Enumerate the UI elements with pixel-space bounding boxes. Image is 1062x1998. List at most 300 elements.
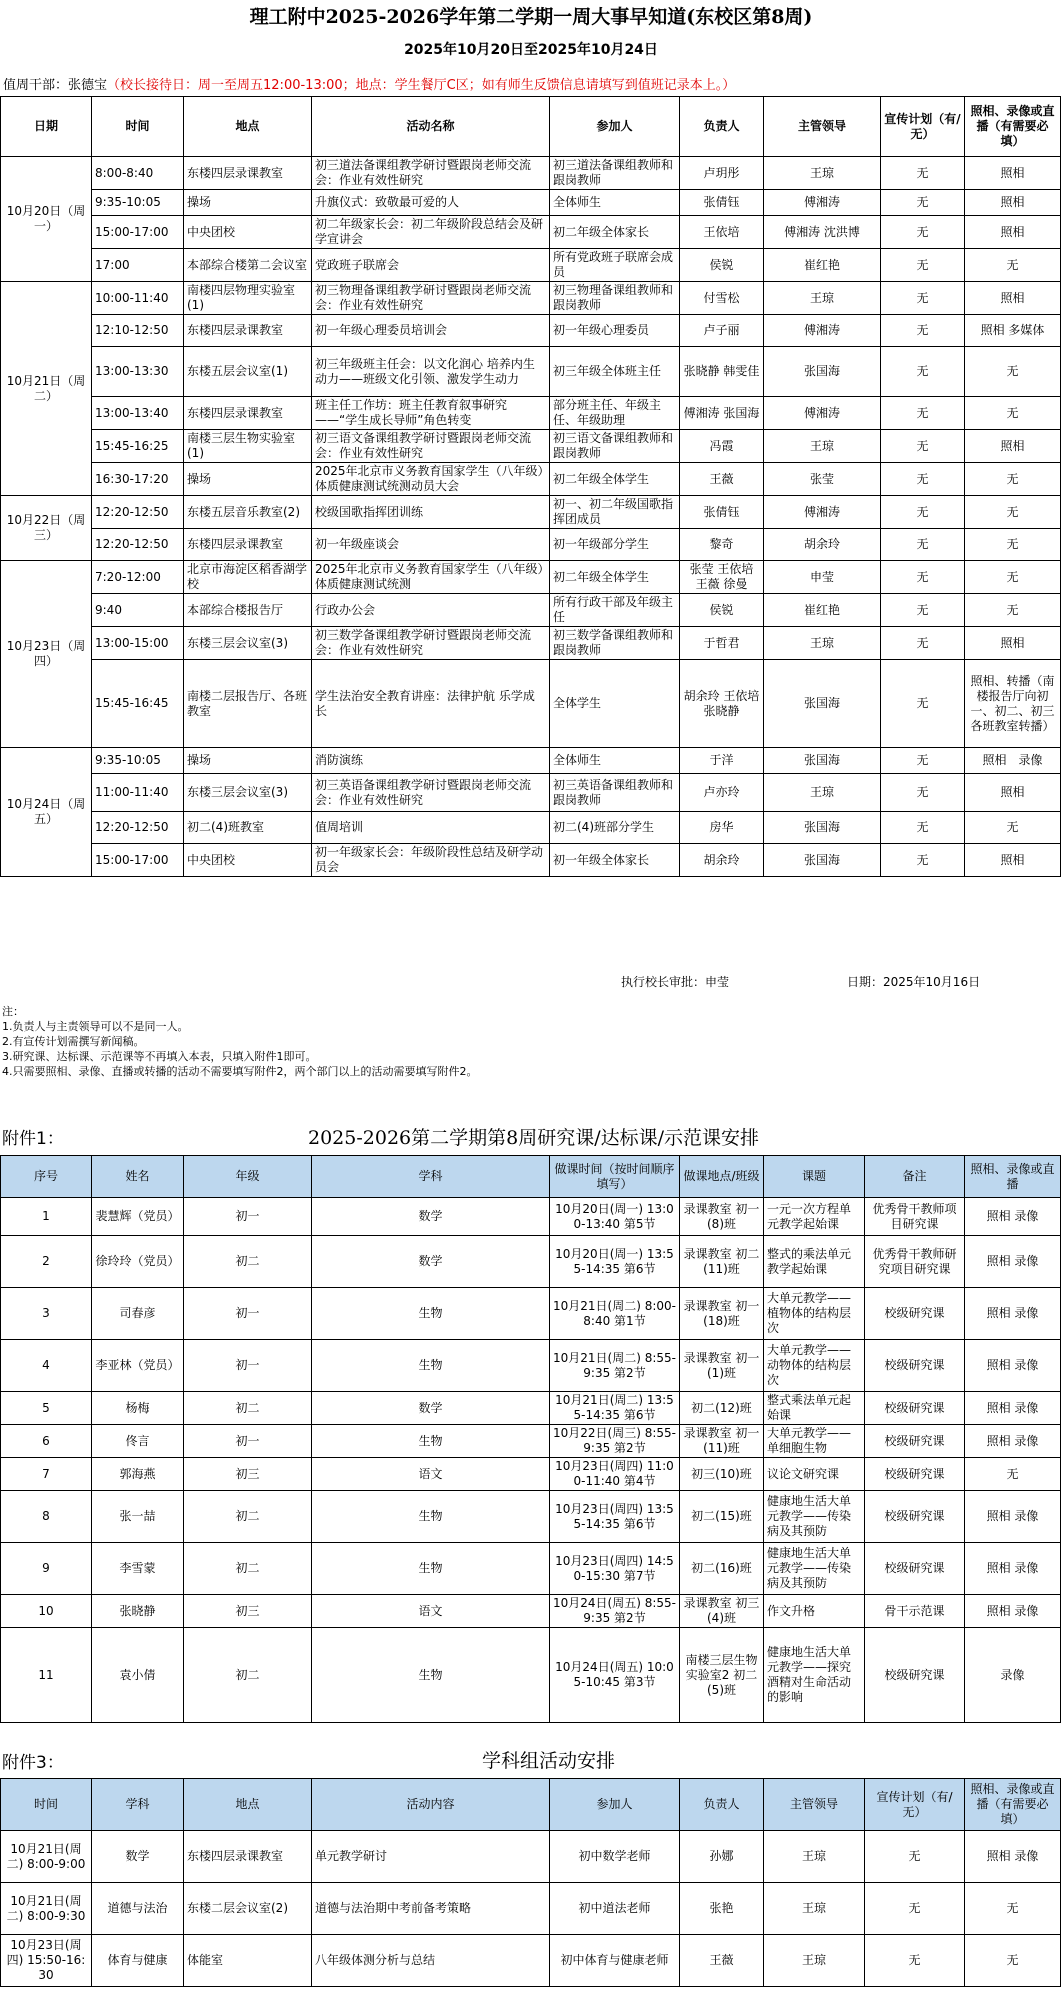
attachment3-title: 学科组活动安排	[482, 1750, 616, 1772]
table-cell: 单元教学研讨	[312, 1831, 550, 1883]
table-cell: 优秀骨干教师项目研究课	[865, 1198, 965, 1236]
table-cell: 初中数学老师	[550, 1831, 680, 1883]
table-cell: 整式的乘法单元教学起始课	[764, 1236, 865, 1288]
table-cell: 初一	[184, 1198, 312, 1236]
table-cell: 初三道法备课组教师和跟岗教师	[550, 157, 680, 190]
table-cell: 照相	[965, 844, 1061, 877]
table-cell: 数学	[92, 1831, 184, 1883]
column-header: 序号	[1, 1156, 92, 1198]
table-row	[1, 496, 1061, 529]
table-cell: 体育与健康	[92, 1935, 184, 1987]
duty-note: （校长接待日：周一至周五12:00-13:00；地点：学生餐厅C区；如有师生反馈信息请填写到值班记录本上。）	[107, 78, 736, 93]
weekly-schedule-table	[0, 96, 1061, 877]
table-cell: 本部综合楼第二会议室	[184, 249, 312, 282]
table-cell: 无	[881, 397, 965, 430]
table-cell: 张晓静	[92, 1595, 184, 1628]
table-cell: 10月21日(周二) 8:00-8:40 第1节	[550, 1288, 680, 1340]
table-cell: 初一年级心理委员	[550, 315, 680, 347]
table-cell: 初二年级全体学生	[550, 463, 680, 496]
table-cell: 无	[881, 594, 965, 627]
table-cell: 王琼	[764, 774, 881, 812]
table-cell: 东楼四层录课教室	[184, 315, 312, 347]
column-header: 做课地点/班级	[680, 1156, 764, 1198]
table-cell: 初中道法老师	[550, 1883, 680, 1935]
attachment3-table	[0, 1778, 1061, 1987]
table-cell: 录课教室 初二(11)班	[680, 1236, 764, 1288]
table-cell: 数学	[312, 1392, 550, 1425]
table-cell: 北京市海淀区稻香湖学校	[184, 561, 312, 594]
table-cell: 照相 录像	[965, 1198, 1061, 1236]
table-cell: 胡余玲	[680, 844, 764, 877]
table-cell: 王薇	[680, 463, 764, 496]
table-cell: 初三英语备课组教师和跟岗教师	[550, 774, 680, 812]
table-cell: 初二	[184, 1392, 312, 1425]
table-cell: 张国海	[764, 660, 881, 748]
table-cell: 所有党政班子联席会成员	[550, 249, 680, 282]
table-cell: 王琼	[764, 430, 881, 463]
table-cell: 部分班主任、年级主任、年级助理	[550, 397, 680, 430]
table-cell: 无	[965, 249, 1061, 282]
table-cell: 无	[865, 1883, 965, 1935]
table-cell: 照相	[965, 774, 1061, 812]
table-cell: 初三年级全体班主任	[550, 347, 680, 397]
table-row	[1, 1340, 1061, 1392]
table-cell: 无	[865, 1935, 965, 1987]
table-cell: 13:00-13:30	[92, 347, 184, 397]
table-cell: 初二(15)班	[680, 1491, 764, 1543]
table-cell: 张艳	[680, 1883, 764, 1935]
table-cell: 生物	[312, 1628, 550, 1723]
table-cell: 无	[965, 1935, 1061, 1987]
table-cell: 健康地生活大单元教学——传染病及其预防	[764, 1543, 865, 1595]
date-range: 2025年10月20日至2025年10月24日	[404, 42, 658, 58]
table-row	[1, 1392, 1061, 1425]
table-cell: 照相 录像	[965, 748, 1061, 774]
table-cell: 15:00-17:00	[92, 844, 184, 877]
column-header: 地点	[184, 97, 312, 157]
table-cell: 初一	[184, 1288, 312, 1340]
table-cell: 全体师生	[550, 190, 680, 216]
column-header: 参加人	[550, 1779, 680, 1831]
table-row	[1, 1198, 1061, 1236]
table-cell: 校级研究课	[865, 1288, 965, 1340]
table-cell: 校级研究课	[865, 1458, 965, 1491]
table-cell: 2025年北京市义务教育国家学生（八年级）体质健康测试统测动员大会	[312, 463, 550, 496]
table-cell: 照相	[965, 157, 1061, 190]
table-cell: 王琼	[764, 627, 881, 660]
table-cell: 东楼三层会议室(3)	[184, 627, 312, 660]
table-cell: 王依培	[680, 216, 764, 249]
table-cell: 申莹	[764, 561, 881, 594]
table-cell: 生物	[312, 1288, 550, 1340]
table-cell: 无	[965, 1883, 1061, 1935]
table-cell: 张倩钰	[680, 496, 764, 529]
table-cell: 录课教室 初一(8)班	[680, 1198, 764, 1236]
table-cell: 照相 录像	[965, 1236, 1061, 1288]
attachment1-table	[0, 1155, 1061, 1723]
table-cell: 消防演练	[312, 748, 550, 774]
table-cell: 9:35-10:05	[92, 748, 184, 774]
table-cell: 12:20-12:50	[92, 496, 184, 529]
column-header: 日期	[1, 97, 92, 157]
column-header: 主管领导	[764, 97, 881, 157]
table-cell: 东楼四层录课教室	[184, 397, 312, 430]
table-cell: 崔红艳	[764, 249, 881, 282]
table-cell: 大单元教学——植物体的结构层次	[764, 1288, 865, 1340]
table-cell: 傅湘涛	[764, 190, 881, 216]
table-cell: 10月21日(周二) 8:00-9:30	[1, 1883, 92, 1935]
table-row	[1, 627, 1061, 660]
table-cell: 初二年级全体家长	[550, 216, 680, 249]
table-cell: 初二	[184, 1543, 312, 1595]
table-cell: 张莹	[764, 463, 881, 496]
table-cell: 南楼三层生物实验室2 初二(5)班	[680, 1628, 764, 1723]
column-header: 地点	[184, 1779, 312, 1831]
table-cell: 升旗仪式：致敬最可爱的人	[312, 190, 550, 216]
table-cell: 校级研究课	[865, 1425, 965, 1458]
date-cell: 10月23日（周四）	[1, 561, 92, 748]
table-cell: 所有行政干部及年级主任	[550, 594, 680, 627]
table-cell: 无	[881, 315, 965, 347]
table-cell: 初三英语备课组教学研讨暨跟岗老师交流会：作业有效性研究	[312, 774, 550, 812]
table-cell: 卢亦玲	[680, 774, 764, 812]
table-cell: 初二	[184, 1491, 312, 1543]
table-cell: 初一	[184, 1340, 312, 1392]
table-cell: 东楼二层会议室(2)	[184, 1883, 312, 1935]
table-cell: 王琼	[764, 1883, 865, 1935]
table-cell: 初三物理备课组教师和跟岗教师	[550, 282, 680, 315]
table-cell: 校级研究课	[865, 1392, 965, 1425]
table-cell: 南楼二层报告厅、各班教室	[184, 660, 312, 748]
column-header: 活动名称	[312, 97, 550, 157]
column-header: 照相、录像或直播	[965, 1156, 1061, 1198]
table-cell: 6	[1, 1425, 92, 1458]
table-cell: 冯霞	[680, 430, 764, 463]
approval-date: 日期：2025年10月16日	[847, 975, 981, 989]
table-cell: 初三(10)班	[680, 1458, 764, 1491]
table-cell: 8	[1, 1491, 92, 1543]
table-row	[1, 190, 1061, 216]
table-cell: 无	[965, 397, 1061, 430]
table-cell: 无	[881, 249, 965, 282]
table-cell: 初三数学备课组教学研讨暨跟岗老师交流会：作业有效性研究	[312, 627, 550, 660]
table-cell: 17:00	[92, 249, 184, 282]
table-cell: 13:00-15:00	[92, 627, 184, 660]
table-cell: 无	[881, 157, 965, 190]
table-cell: 初二	[184, 1628, 312, 1723]
table-cell: 10月20日(周一) 13:00-13:40 第5节	[550, 1198, 680, 1236]
table-cell: 初一	[184, 1425, 312, 1458]
column-header: 年级	[184, 1156, 312, 1198]
table-cell: 道德与法治	[92, 1883, 184, 1935]
table-cell: 无	[865, 1831, 965, 1883]
date-cell: 10月21日（周二）	[1, 282, 92, 496]
table-cell: 张国海	[764, 347, 881, 397]
table-cell: 作文升格	[764, 1595, 865, 1628]
table-row	[1, 1831, 1061, 1883]
note-line: 注：	[2, 1005, 24, 1018]
table-cell: 照相	[965, 430, 1061, 463]
table-cell: 中央团校	[184, 216, 312, 249]
table-cell: 初二(12)班	[680, 1392, 764, 1425]
table-cell: 照相 录像	[965, 1340, 1061, 1392]
table-cell: 11	[1, 1628, 92, 1723]
table-cell: 王琼	[764, 1935, 865, 1987]
table-cell: 11:00-11:40	[92, 774, 184, 812]
table-cell: 照相	[965, 190, 1061, 216]
table-cell: 全体师生	[550, 748, 680, 774]
table-cell: 无	[965, 496, 1061, 529]
table-cell: 9:35-10:05	[92, 190, 184, 216]
table-cell: 无	[881, 347, 965, 397]
column-header: 宣传计划（有/无）	[881, 97, 965, 157]
table-row	[1, 282, 1061, 315]
table-cell: 王琼	[764, 282, 881, 315]
table-cell: 初三物理备课组教学研讨暨跟岗老师交流会：作业有效性研究	[312, 282, 550, 315]
table-cell: 初一年级部分学生	[550, 529, 680, 561]
table-row	[1, 1425, 1061, 1458]
table-cell: 付雪松	[680, 282, 764, 315]
table-cell: 照相、转播（南楼报告厅向初一、初二、初三各班教室转播）	[965, 660, 1061, 748]
table-cell: 4	[1, 1340, 92, 1392]
table-cell: 傅湘涛 沈洪博	[764, 216, 881, 249]
table-cell: 学生法治安全教育讲座：法律护航 乐学成长	[312, 660, 550, 748]
table-cell: 黎奇	[680, 529, 764, 561]
table-cell: 录课教室 初一(18)班	[680, 1288, 764, 1340]
table-cell: 无	[881, 812, 965, 844]
table-cell: 初二(4)班部分学生	[550, 812, 680, 844]
table-row	[1, 1288, 1061, 1340]
table-cell: 10:00-11:40	[92, 282, 184, 315]
table-row	[1, 157, 1061, 190]
table-cell: 录课教室 初一(11)班	[680, 1425, 764, 1458]
note-line: 4.只需要照相、录像、直播或转播的活动不需要填写附件2，两个部门以上的活动需要填写附件2。	[2, 1065, 478, 1078]
table-cell: 东楼三层会议室(3)	[184, 774, 312, 812]
table-cell: 无	[965, 529, 1061, 561]
table-cell: 2025年北京市义务教育国家学生（八年级）体质健康测试统测	[312, 561, 550, 594]
table-cell: 录像	[965, 1628, 1061, 1723]
table-cell: 校级研究课	[865, 1340, 965, 1392]
table-cell: 徐玲玲（党员）	[92, 1236, 184, 1288]
table-cell: 李雪蒙	[92, 1543, 184, 1595]
approval-signature: 执行校长审批：申莹	[621, 975, 730, 989]
table-cell: 15:45-16:45	[92, 660, 184, 748]
table-cell: 照相 录像	[965, 1543, 1061, 1595]
table-cell: 傅湘涛	[764, 315, 881, 347]
column-header: 照相、录像或直播（有需要必填）	[965, 1779, 1061, 1831]
table-row	[1, 529, 1061, 561]
column-header: 主管领导	[764, 1779, 865, 1831]
table-row	[1, 812, 1061, 844]
table-cell: 无	[881, 627, 965, 660]
table-cell: 10月21日(周二) 13:55-14:35 第6节	[550, 1392, 680, 1425]
table-cell: 傅湘涛	[764, 397, 881, 430]
table-cell: 无	[965, 347, 1061, 397]
table-cell: 7	[1, 1458, 92, 1491]
column-header: 活动内容	[312, 1779, 550, 1831]
table-cell: 生物	[312, 1491, 550, 1543]
table-cell: 袁小倩	[92, 1628, 184, 1723]
table-cell: 录课教室 初三(4)班	[680, 1595, 764, 1628]
table-cell: 张国海	[764, 812, 881, 844]
table-cell: 9	[1, 1543, 92, 1595]
table-cell: 无	[965, 1458, 1061, 1491]
table-cell: 骨干示范课	[865, 1595, 965, 1628]
table-cell: 照相 录像	[965, 1288, 1061, 1340]
table-cell: 10月21日(周二) 8:00-9:00	[1, 1831, 92, 1883]
table-cell: 无	[881, 430, 965, 463]
table-cell: 裴慧辉（党员）	[92, 1198, 184, 1236]
table-cell: 无	[965, 594, 1061, 627]
table-cell: 张国海	[764, 844, 881, 877]
table-cell: 照相 录像	[965, 1425, 1061, 1458]
table-cell: 体能室	[184, 1935, 312, 1987]
table-cell: 东楼五层会议室(1)	[184, 347, 312, 397]
table-cell: 生物	[312, 1425, 550, 1458]
table-row	[1, 1883, 1061, 1935]
table-cell: 初三语文备课组教师和跟岗教师	[550, 430, 680, 463]
table-cell: 校级研究课	[865, 1543, 965, 1595]
table-cell: 侯锐	[680, 249, 764, 282]
table-cell: 班主任工作坊：班主任教育叙事研究——“学生成长导师”角色转变	[312, 397, 550, 430]
table-cell: 10月23日(周四) 14:50-15:30 第7节	[550, 1543, 680, 1595]
table-row	[1, 430, 1061, 463]
table-cell: 无	[965, 812, 1061, 844]
table-cell: 语文	[312, 1595, 550, 1628]
table-cell: 无	[881, 748, 965, 774]
table-row	[1, 1458, 1061, 1491]
table-cell: 整式乘法单元起始课	[764, 1392, 865, 1425]
table-row	[1, 774, 1061, 812]
table-cell: 10	[1, 1595, 92, 1628]
table-cell: 生物	[312, 1340, 550, 1392]
table-cell: 初一年级座谈会	[312, 529, 550, 561]
table-cell: 无	[881, 561, 965, 594]
table-row	[1, 249, 1061, 282]
table-cell: 数学	[312, 1236, 550, 1288]
table-row	[1, 397, 1061, 430]
column-header: 姓名	[92, 1156, 184, 1198]
table-cell: 党政班子联席会	[312, 249, 550, 282]
table-cell: 无	[881, 774, 965, 812]
duty-line	[0, 76, 1062, 96]
table-cell: 初三数学备课组教师和跟岗教师	[550, 627, 680, 660]
table-row	[1, 1543, 1061, 1595]
table-cell: 初二年级家长会：初二年级阶段总结会及研学宣讲会	[312, 216, 550, 249]
table-cell: 胡余玲 王依培 张晓静	[680, 660, 764, 748]
table-cell: 无	[881, 660, 965, 748]
table-cell: 崔红艳	[764, 594, 881, 627]
column-header: 学科	[92, 1779, 184, 1831]
table-cell: 照相 多媒体	[965, 315, 1061, 347]
table-cell: 张倩钰	[680, 190, 764, 216]
table-cell: 张国海	[764, 748, 881, 774]
table-cell: 值周培训	[312, 812, 550, 844]
table-cell: 本部综合楼报告厅	[184, 594, 312, 627]
table-cell: 初二年级全体学生	[550, 561, 680, 594]
table-cell: 卢玥彤	[680, 157, 764, 190]
table-cell: 孙娜	[680, 1831, 764, 1883]
table-cell: 道德与法治期中考前备考策略	[312, 1883, 550, 1935]
table-cell: 东楼四层录课教室	[184, 529, 312, 561]
table-cell: 张晓静 韩雯佳	[680, 347, 764, 397]
column-header: 备注	[865, 1156, 965, 1198]
column-header: 时间	[92, 97, 184, 157]
table-cell: 照相 录像	[965, 1595, 1061, 1628]
table-cell: 卢子丽	[680, 315, 764, 347]
table-cell: 照相 录像	[965, 1491, 1061, 1543]
table-cell: 校级研究课	[865, 1628, 965, 1723]
table-cell: 无	[965, 561, 1061, 594]
table-cell: 操场	[184, 748, 312, 774]
table-cell: 王薇	[680, 1935, 764, 1987]
table-cell: 15:45-16:25	[92, 430, 184, 463]
table-cell: 初二(16)班	[680, 1543, 764, 1595]
table-cell: 无	[881, 529, 965, 561]
table-cell: 郭海燕	[92, 1458, 184, 1491]
table-cell: 初一、初二年级国歌指挥团成员	[550, 496, 680, 529]
table-row	[1, 315, 1061, 347]
column-header: 时间	[1, 1779, 92, 1831]
table-cell: 10月23日(周四) 15:50-16:30	[1, 1935, 92, 1987]
table-cell: 校级国歌指挥团训练	[312, 496, 550, 529]
table-cell: 校级研究课	[865, 1491, 965, 1543]
table-cell: 无	[881, 282, 965, 315]
table-row	[1, 660, 1061, 748]
table-cell: 房华	[680, 812, 764, 844]
table-cell: 无	[965, 463, 1061, 496]
table-cell: 照相 录像	[965, 1392, 1061, 1425]
page-title: 理工附中2025-2026学年第二学期一周大事早知道(东校区第8周)	[249, 6, 813, 28]
column-header: 负责人	[680, 1779, 764, 1831]
table-cell: 全体学生	[550, 660, 680, 748]
table-cell: 初三年级班主任会：以文化润心 培养内生动力——班级文化引领、激发学生动力	[312, 347, 550, 397]
table-cell: 照相 录像	[965, 1831, 1061, 1883]
table-cell: 行政办公会	[312, 594, 550, 627]
table-cell: 佟言	[92, 1425, 184, 1458]
date-cell: 10月22日（周三）	[1, 496, 92, 561]
table-row	[1, 347, 1061, 397]
table-row	[1, 1595, 1061, 1628]
table-cell: 15:00-17:00	[92, 216, 184, 249]
table-cell: 李亚林（党员）	[92, 1340, 184, 1392]
table-cell: 照相	[965, 627, 1061, 660]
table-cell: 健康地生活大单元教学——传染病及其预防	[764, 1491, 865, 1543]
column-header: 做课时间（按时间顺序填写）	[550, 1156, 680, 1198]
table-cell: 王琼	[764, 157, 881, 190]
table-row	[1, 844, 1061, 877]
table-cell: 东楼四层录课教室	[184, 1831, 312, 1883]
table-cell: 初三语文备课组教学研讨暨跟岗老师交流会：作业有效性研究	[312, 430, 550, 463]
duty-officer: 值周干部：张德宝	[3, 78, 108, 93]
table-cell: 操场	[184, 190, 312, 216]
table-cell: 10月22日(周三) 8:55-9:35 第2节	[550, 1425, 680, 1458]
table-row	[1, 1491, 1061, 1543]
attachment1-title: 2025-2026第二学期第8周研究课/达标课/示范课安排	[308, 1127, 760, 1149]
table-cell: 生物	[312, 1543, 550, 1595]
table-cell: 初二(4)班教室	[184, 812, 312, 844]
column-header: 宣传计划（有/无）	[865, 1779, 965, 1831]
table-cell: 8:00-8:40	[92, 157, 184, 190]
table-cell: 大单元教学——单细胞生物	[764, 1425, 865, 1458]
column-header: 课题	[764, 1156, 865, 1198]
table-cell: 9:40	[92, 594, 184, 627]
table-cell: 12:10-12:50	[92, 315, 184, 347]
table-cell: 健康地生活大单元教学——探究酒精对生命活动的影响	[764, 1628, 865, 1723]
table-cell: 初三	[184, 1458, 312, 1491]
table-cell: 操场	[184, 463, 312, 496]
table-cell: 初三	[184, 1595, 312, 1628]
